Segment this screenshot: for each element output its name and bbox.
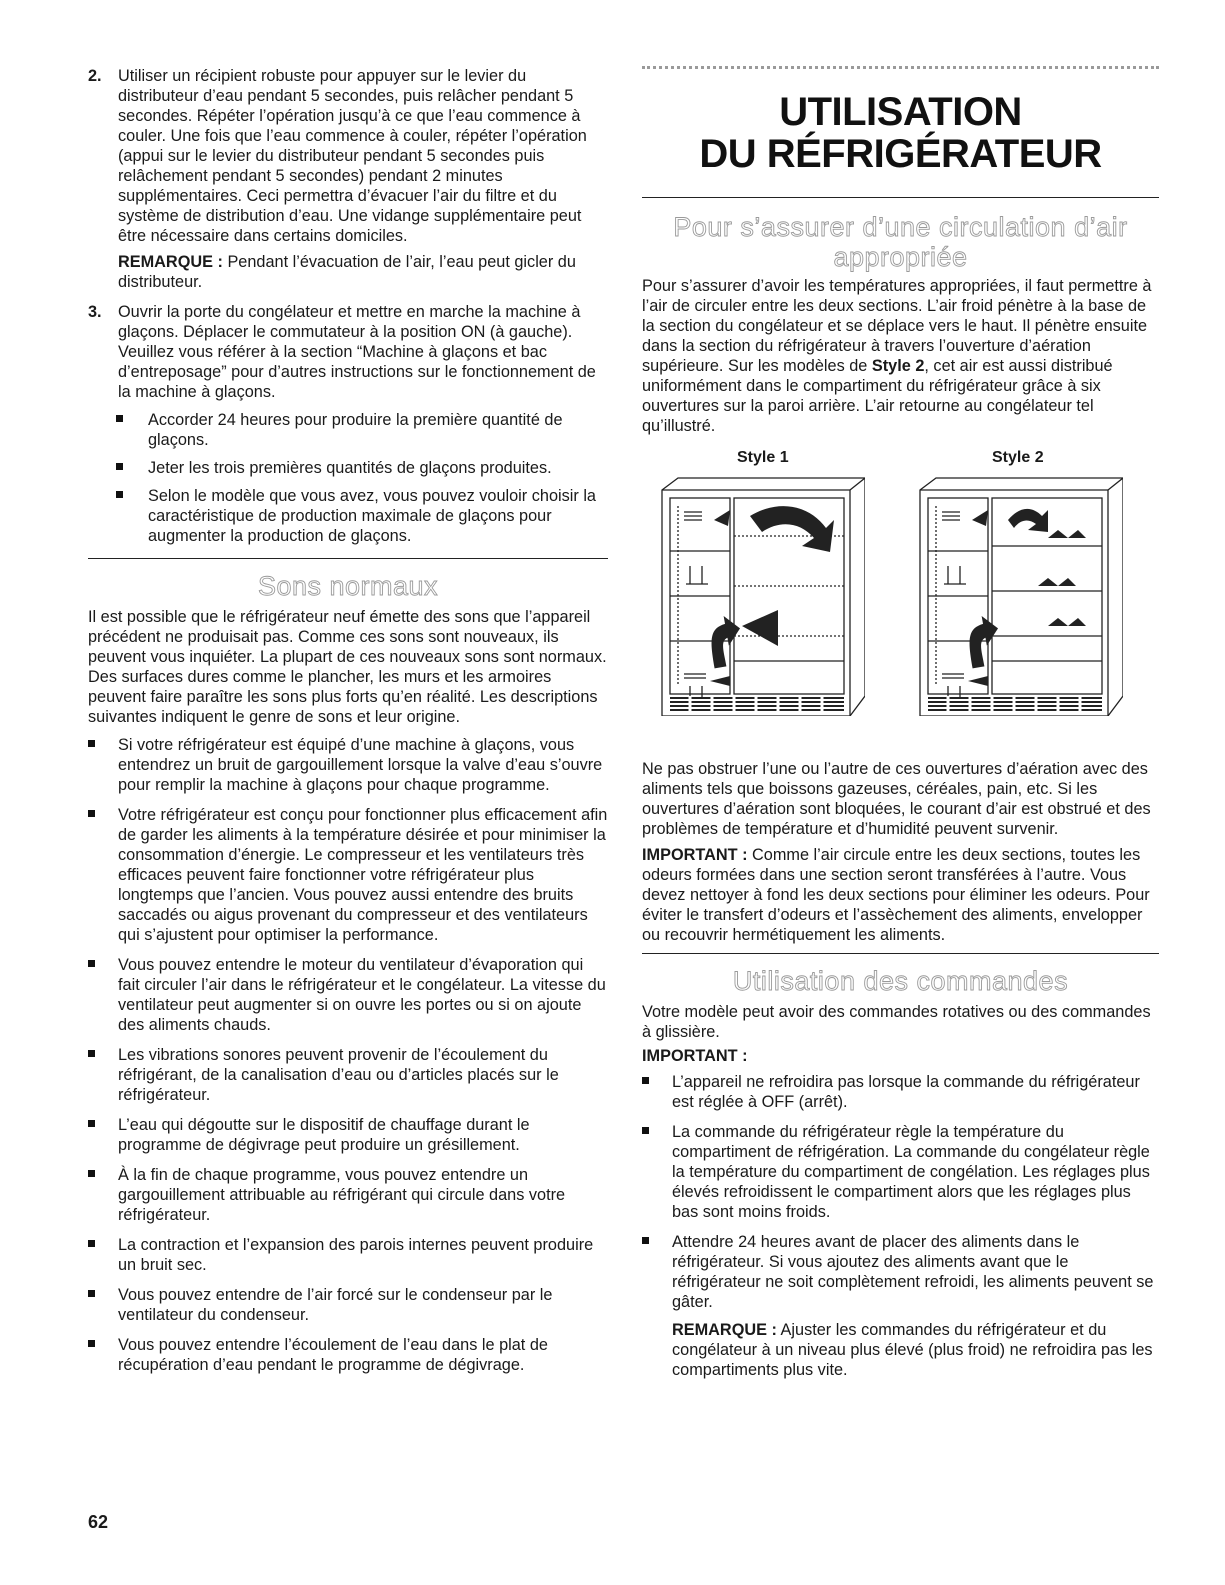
airflow-figures bbox=[642, 448, 1159, 713]
list-item: Selon le modèle que vous avez, vous pouvez vouloir choisir la caractéristique de production maximale de glaçons pour augmenter la production de glaçons. bbox=[88, 486, 608, 546]
bullet-icon bbox=[88, 810, 95, 817]
commandes-note: REMARQUE : Ajuster les commandes du réfrigérateur et du congélateur à un niveau plus élevé (plus froid) ne refroidira pas les compartiments plus vite. bbox=[672, 1321, 1153, 1379]
bullet-icon bbox=[88, 1170, 95, 1177]
note-label: REMARQUE : bbox=[118, 253, 223, 271]
right-column bbox=[642, 66, 1159, 1380]
list-item: Les vibrations sonores peuvent provenir de l’écoulement du réfrigérant, de la canalisation d’eau ou d’articles placés sur le réfrigérateur. bbox=[88, 1045, 608, 1105]
list-item: L’eau qui dégoutte sur le dispositif de chauffage durant le programme de dégivrage peut produire un grésillement. bbox=[88, 1115, 608, 1155]
list-item: Attendre 24 heures avant de placer des aliments dans le réfrigérateur. Si vous ajoutez des aliments avant que le réfrigérateur ne soit complètement refroidi, les aliments peuvent se gâter. bbox=[642, 1232, 1159, 1312]
bullet-icon bbox=[116, 415, 123, 422]
step-3-bullets bbox=[88, 410, 608, 546]
bullet-icon bbox=[88, 1340, 95, 1347]
page-title-line-1: UTILISATION bbox=[779, 90, 1022, 134]
step-text: Utiliser un récipient robuste pour appuyer sur le levier du distributeur d’eau pendant 5 secondes, puis relâcher pendant 5 secondes. Répéter l’opération jusqu’à ce que l’eau commence à couler. Une fois que l’eau commence à couler, répéter l’opération (appui sur le levier du distributeur pendant 5 secondes puis relâchement pendant 5 secondes) pendant 2 minutes supplémentaires. Ceci permettra d’évacuer l’air du filtre et du système de distribution d’eau. Une vidange supplémentaire peut être nécessaire dans certains domiciles. bbox=[118, 67, 587, 245]
list-item: Accorder 24 heures pour produire la première quantité de glaçons. bbox=[88, 410, 608, 450]
circulation-text: Pour s’assurer d’avoir les températures appropriées, il faut permettre à l’air de circuler entre les deux sections. L’air froid pénètre à la base de la section du congélateur et se déplace vers le haut. Il pénètre ensuite dans la section du réfrigérateur à travers l’ouverture d’aération supérieure. Sur les modèles de Style 2, cet air est aussi distribué uniformément dans le compartiment du réfrigérateur grâce à six ouvertures sur la paroi arrière. L’air retourne au congélateur tel qu’illustré. bbox=[642, 277, 1152, 435]
page-title bbox=[642, 91, 1159, 175]
circulation-warning: Ne pas obstruer l’une ou l’autre de ces ouvertures d’aération avec des aliments tels que boissons gazeuses, céréales, pain, etc. Si les ouvertures d’aération sont bloquées, le courant d’air est obstrué et des problèmes de température et d’humidité peuvent survenir. bbox=[642, 760, 1151, 838]
page-number: 62 bbox=[88, 1512, 109, 1532]
bullet-icon bbox=[88, 740, 95, 747]
list-item: Si votre réfrigérateur est équipé d’une machine à glaçons, vous entendrez un bruit de gargouillement lorsque la valve d’eau s’ouvre pour remplir la machine à glaçons pour chaque programme. bbox=[88, 735, 608, 795]
bullet-icon bbox=[88, 960, 95, 967]
list-item: La commande du réfrigérateur règle la température du compartiment de réfrigération. La commande du congélateur règle la température du compartiment de congélation. Les réglages plus élevés refroidissent le compartiment alors que les réglages plus bas sont moins froids. bbox=[642, 1122, 1159, 1222]
style-1-label: Style 1 bbox=[737, 449, 789, 466]
section-title-sons-normaux: Sons normaux bbox=[257, 571, 439, 601]
sons-bullets bbox=[88, 735, 608, 1375]
commandes-bullets bbox=[642, 1072, 1159, 1312]
style-2-label: Style 2 bbox=[992, 449, 1044, 466]
bullet-icon bbox=[88, 1240, 95, 1247]
list-item: Vous pouvez entendre l’écoulement de l’eau dans le plat de récupération d’eau pendant le programme de dégivrage. bbox=[88, 1335, 608, 1375]
list-item: L’appareil ne refroidira pas lorsque la commande du réfrigérateur est réglée à OFF (arrêt). bbox=[642, 1072, 1159, 1112]
step-text: Ouvrir la porte du congélateur et mettre en marche la machine à glaçons. Déplacer le commutateur à la position ON (à gauche). Veuillez vous référer à la section “Machine à glaçons et bac d’entreposage” pour d’autres instructions sur le fonctionnement de la machine à glaçons. bbox=[118, 303, 596, 401]
section-title-commandes: Utilisation des commandes bbox=[732, 966, 1069, 996]
divider bbox=[642, 197, 1159, 198]
refrigerator-style-1-diagram bbox=[650, 476, 865, 716]
note-text: Pendant l’évacuation de l’air, l’eau peut gicler du distributeur. bbox=[118, 253, 576, 291]
bullet-icon bbox=[116, 463, 123, 470]
page-title-line-2: DU RÉFRIGÉRATEUR bbox=[699, 132, 1102, 176]
refrigerator-style-2-diagram bbox=[908, 476, 1123, 716]
step-3 bbox=[88, 302, 608, 402]
commandes-intro: Votre modèle peut avoir des commandes rotatives ou des commandes à glissière. bbox=[642, 1003, 1151, 1041]
step-number: 2. bbox=[88, 67, 102, 85]
section-title-circulation: Pour s’assurer d’une circulation d’air appropriée bbox=[673, 212, 1128, 272]
list-item: Vous pouvez entendre de l’air forcé sur le condenseur par le ventilateur du condenseur. bbox=[88, 1285, 608, 1325]
divider bbox=[88, 558, 608, 559]
step-2 bbox=[88, 66, 608, 292]
circulation-important: IMPORTANT : Comme l’air circule entre les deux sections, toutes les odeurs formées dans une section seront transférées à l’autre. Vous devez nettoyer à fond les deux sections pour éliminer les odeurs. Pour éviter le transfert d’odeurs et l’assèchement des aliments, envelopper ou recouvrir hermétiquement les aliments. bbox=[642, 846, 1150, 944]
list-item: Votre réfrigérateur est conçu pour fonctionner plus efficacement afin de garder les aliments à la température désirée et pour minimiser la consommation d’énergie. Le compresseur et les ventilateurs très efficaces peuvent faire fonctionner votre réfrigérateur plus longtemps que l’ancien. Vous pouvez aussi entendre des bruits saccadés ou aigus provenant du compresseur et des ventilateurs qui s’ajustent pour optimiser la performance. bbox=[88, 805, 608, 945]
commandes-important-label: IMPORTANT : bbox=[642, 1047, 748, 1065]
bullet-icon bbox=[642, 1237, 649, 1244]
list-item: À la fin de chaque programme, vous pouvez entendre un gargouillement attribuable au réfrigérant qui circule dans votre réfrigérateur. bbox=[88, 1165, 608, 1225]
list-item: La contraction et l’expansion des parois internes peuvent produire un bruit sec. bbox=[88, 1235, 608, 1275]
bullet-icon bbox=[642, 1127, 649, 1134]
list-item: Vous pouvez entendre le moteur du ventilateur d’évaporation qui fait circuler l’air dans le réfrigérateur et le congélateur. La vitesse du ventilateur peut augmenter si on ouvre les portes ou si on ajoute des aliments chauds. bbox=[88, 955, 608, 1035]
left-column bbox=[88, 66, 608, 1385]
dotted-rule bbox=[642, 66, 1159, 79]
bullet-icon bbox=[88, 1290, 95, 1297]
bullet-icon bbox=[88, 1050, 95, 1057]
sons-intro: Il est possible que le réfrigérateur neuf émette des sons que l’appareil précédent ne produisait pas. Comme ces sons sont nouveaux, ils peuvent vous inquiéter. La plupart de ces nouveaux sons sont normaux. Des surfaces dures comme le plancher, les murs et les armoires peuvent faire paraître les sons plus forts qu’en réalité. Les descriptions suivantes indiquent le genre de sons et leur origine. bbox=[88, 608, 607, 726]
bullet-icon bbox=[88, 1120, 95, 1127]
list-item: Jeter les trois premières quantités de glaçons produites. bbox=[88, 458, 608, 478]
bullet-icon bbox=[642, 1077, 649, 1084]
bullet-icon bbox=[116, 491, 123, 498]
step-number: 3. bbox=[88, 303, 102, 321]
divider bbox=[642, 953, 1159, 954]
step-note bbox=[118, 252, 608, 292]
